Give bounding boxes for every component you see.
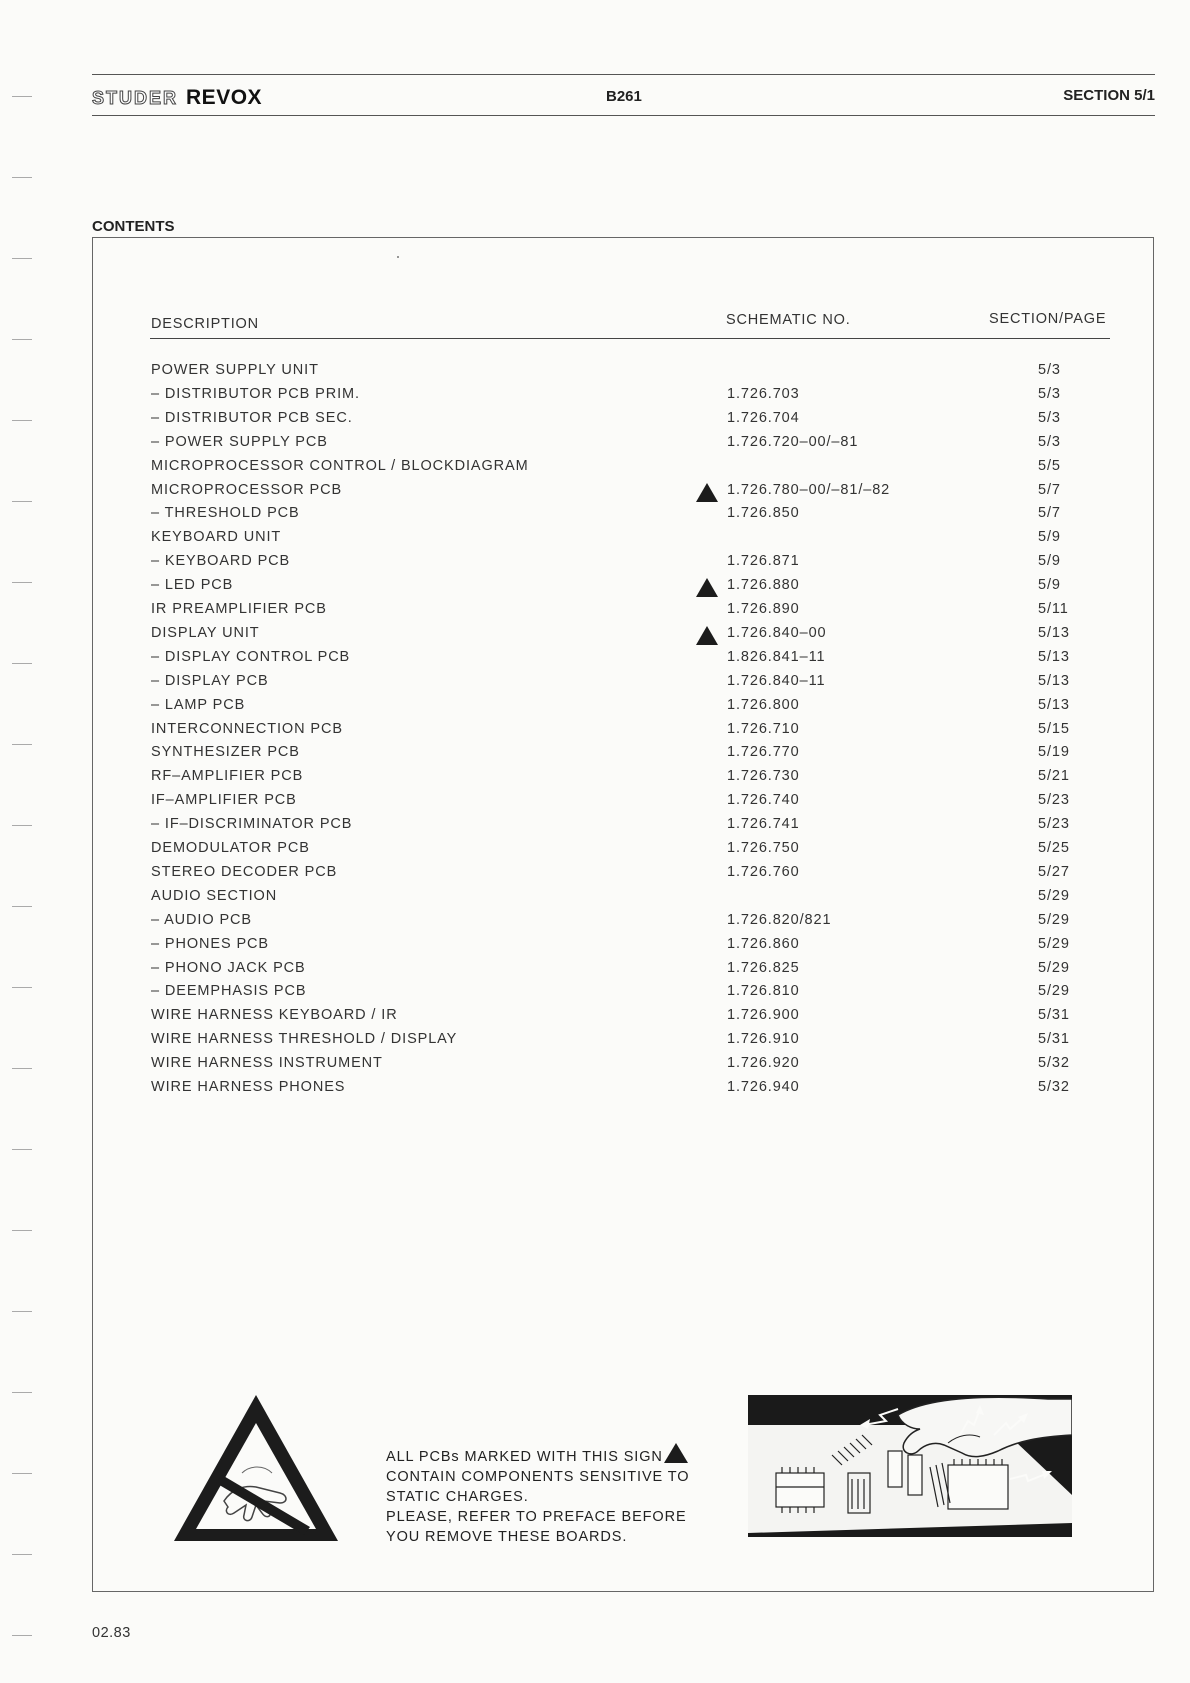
- table-row: [0, 816, 1190, 838]
- row-schematic-number: 1.726.780–00/–81/–82: [727, 481, 891, 498]
- table-row: [0, 912, 1190, 934]
- row-schematic-number: 1.726.740: [727, 792, 800, 809]
- row-section-page: 5/32: [1038, 1055, 1070, 1072]
- row-section-page: 5/21: [1038, 768, 1070, 785]
- row-schematic-number: 1.726.825: [727, 959, 800, 976]
- row-section-page: 5/32: [1038, 1079, 1070, 1095]
- row-description: – DISTRIBUTOR PCB PRIM.: [151, 385, 360, 402]
- row-section-page: 5/13: [1038, 624, 1070, 641]
- row-section-page: 5/27: [1038, 863, 1070, 880]
- row-schematic-number: 1.726.940: [727, 1079, 800, 1095]
- row-section-page: 5/19: [1038, 744, 1070, 761]
- row-schematic-number: 1.726.760: [727, 863, 800, 880]
- table-row: [0, 792, 1190, 814]
- row-description: – THRESHOLD PCB: [151, 505, 300, 522]
- row-section-page: 5/13: [1038, 672, 1070, 689]
- row-section-page: 5/29: [1038, 911, 1070, 928]
- row-section-page: 5/29: [1038, 983, 1070, 1000]
- header-bottom-rule: [92, 115, 1155, 116]
- row-description: – DEEMPHASIS PCB: [151, 983, 307, 1000]
- row-section-page: 5/15: [1038, 720, 1070, 737]
- row-description: – POWER SUPPLY PCB: [151, 433, 328, 450]
- binder-tick: [12, 177, 32, 178]
- row-schematic-number: 1.726.840–00: [727, 624, 827, 641]
- table-row: [0, 410, 1190, 432]
- binder-tick: [12, 1149, 32, 1150]
- table-row: [0, 888, 1190, 910]
- table-row: [0, 553, 1190, 575]
- esd-note-line-1: ALL PCBs MARKED WITH THIS SIGN: [386, 1449, 663, 1465]
- row-description: DISPLAY UNIT: [151, 624, 260, 641]
- binder-tick: [12, 1230, 32, 1231]
- row-description: – LAMP PCB: [151, 696, 246, 713]
- row-schematic-number: 1.726.871: [727, 553, 800, 570]
- table-row: [0, 434, 1190, 456]
- row-description: INTERCONNECTION PCB: [151, 720, 343, 737]
- row-schematic-number: 1.726.840–11: [727, 672, 826, 689]
- row-schematic-number: 1.726.770: [727, 744, 800, 761]
- esd-note-line-3: STATIC CHARGES.: [386, 1489, 529, 1505]
- table-row: [0, 936, 1190, 958]
- row-description: – PHONES PCB: [151, 935, 269, 952]
- esd-warning-icon: [695, 625, 719, 647]
- row-description: STEREO DECODER PCB: [151, 863, 338, 880]
- row-section-page: 5/7: [1038, 505, 1061, 522]
- esd-note-line-5: YOU REMOVE THESE BOARDS.: [386, 1529, 628, 1545]
- row-schematic-number: 1.726.704: [727, 409, 800, 426]
- section-label: SECTION 5/1: [1063, 87, 1155, 104]
- row-schematic-number: 1.726.900: [727, 1007, 800, 1024]
- row-description: – IF–DISCRIMINATOR PCB: [151, 816, 353, 833]
- row-description: KEYBOARD UNIT: [151, 529, 282, 546]
- row-description: – LED PCB: [151, 577, 234, 594]
- row-schematic-number: 1.726.910: [727, 1031, 800, 1048]
- row-description: DEMODULATOR PCB: [151, 840, 310, 856]
- row-section-page: 5/3: [1038, 385, 1061, 402]
- row-description: – DISPLAY CONTROL PCB: [151, 648, 351, 665]
- row-schematic-number: 1.726.850: [727, 505, 800, 522]
- model-number: B261: [606, 88, 642, 105]
- esd-warning-triangle-icon: [172, 1393, 340, 1543]
- table-row: [0, 529, 1190, 551]
- row-description: – KEYBOARD PCB: [151, 553, 291, 570]
- esd-warning-icon: [695, 482, 719, 504]
- binder-tick: [12, 1473, 32, 1474]
- table-row: [0, 1031, 1190, 1053]
- binder-tick: [12, 258, 32, 259]
- row-section-page: 5/29: [1038, 935, 1070, 952]
- row-description: WIRE HARNESS PHONES: [151, 1079, 346, 1095]
- row-section-page: 5/13: [1038, 696, 1070, 713]
- table-row: [0, 1007, 1190, 1029]
- table-row: [0, 601, 1190, 623]
- paper-speck: [397, 256, 399, 258]
- row-schematic-number: 1.726.720–00/–81: [727, 433, 859, 450]
- row-schematic-number: 1.726.750: [727, 840, 800, 856]
- row-schematic-number: 1.726.880: [727, 577, 800, 594]
- table-row: [0, 482, 1190, 504]
- row-section-page: 5/23: [1038, 816, 1070, 833]
- table-row: [0, 864, 1190, 886]
- binder-tick: [12, 1635, 32, 1636]
- row-description: – DISPLAY PCB: [151, 672, 269, 689]
- row-schematic-number: 1.726.860: [727, 935, 800, 952]
- row-description: POWER SUPPLY UNIT: [151, 362, 319, 378]
- row-section-page: 5/23: [1038, 792, 1070, 809]
- table-row: [0, 721, 1190, 743]
- esd-warning-icon: [695, 577, 719, 599]
- row-section-page: 5/3: [1038, 362, 1061, 378]
- table-row: [0, 625, 1190, 647]
- row-section-page: 5/9: [1038, 553, 1061, 570]
- column-header-schematic: SCHEMATIC NO.: [726, 312, 851, 328]
- binder-tick: [12, 1311, 32, 1312]
- table-row: [0, 697, 1190, 719]
- table-row: [0, 577, 1190, 599]
- row-description: MICROPROCESSOR CONTROL / BLOCKDIAGRAM: [151, 457, 529, 474]
- row-description: – DISTRIBUTOR PCB SEC.: [151, 409, 353, 426]
- table-row: [0, 673, 1190, 695]
- row-description: SYNTHESIZER PCB: [151, 744, 300, 761]
- table-row: [0, 840, 1190, 862]
- esd-note: [386, 1442, 689, 1547]
- table-row: [0, 960, 1190, 982]
- row-section-page: 5/31: [1038, 1007, 1070, 1024]
- table-row: [0, 386, 1190, 408]
- header-top-rule: [92, 74, 1155, 75]
- binder-tick: [12, 1392, 32, 1393]
- row-section-page: 5/9: [1038, 529, 1061, 546]
- row-description: IR PREAMPLIFIER PCB: [151, 601, 327, 617]
- row-schematic-number: 1.726.703: [727, 385, 800, 402]
- table-row: [0, 1079, 1190, 1101]
- row-section-page: 5/31: [1038, 1031, 1070, 1048]
- row-schematic-number: 1.726.890: [727, 601, 800, 617]
- row-schematic-number: 1.726.741: [727, 816, 800, 833]
- row-schematic-number: 1.726.820/821: [727, 911, 832, 928]
- brand-studer: STUDER: [92, 88, 179, 108]
- static-discharge-pcb-illustration: [748, 1395, 1072, 1537]
- row-section-page: 5/25: [1038, 840, 1070, 856]
- row-schematic-number: 1.826.841–11: [727, 648, 826, 665]
- row-description: WIRE HARNESS KEYBOARD / IR: [151, 1007, 398, 1024]
- table-row: [0, 1055, 1190, 1077]
- table-row: [0, 983, 1190, 1005]
- column-header-description: DESCRIPTION: [151, 316, 259, 332]
- esd-note-line-4: PLEASE, REFER TO PREFACE BEFORE: [386, 1509, 687, 1525]
- binder-tick: [12, 96, 32, 97]
- row-section-page: 5/3: [1038, 409, 1061, 426]
- brand-revox: REVOX: [186, 86, 263, 109]
- contents-heading: CONTENTS: [92, 218, 175, 235]
- esd-note-line-2: CONTAIN COMPONENTS SENSITIVE TO: [386, 1469, 690, 1485]
- binder-tick: [12, 339, 32, 340]
- row-description: WIRE HARNESS THRESHOLD / DISPLAY: [151, 1031, 458, 1048]
- esd-sign-inline-icon: [663, 1442, 689, 1464]
- brand-logo: [92, 86, 262, 110]
- row-description: MICROPROCESSOR PCB: [151, 481, 343, 498]
- row-description: IF–AMPLIFIER PCB: [151, 792, 297, 809]
- row-section-page: 5/13: [1038, 648, 1070, 665]
- footer-date: 02.83: [92, 1625, 131, 1641]
- row-section-page: 5/11: [1038, 601, 1069, 617]
- table-row: [0, 649, 1190, 671]
- row-section-page: 5/9: [1038, 577, 1061, 594]
- table-row: [0, 768, 1190, 790]
- row-schematic-number: 1.726.710: [727, 720, 800, 737]
- table-row: [0, 744, 1190, 766]
- row-schematic-number: 1.726.810: [727, 983, 800, 1000]
- row-schematic-number: 1.726.730: [727, 768, 800, 785]
- row-section-page: 5/29: [1038, 959, 1070, 976]
- row-section-page: 5/5: [1038, 457, 1061, 474]
- row-schematic-number: 1.726.800: [727, 696, 800, 713]
- row-description: WIRE HARNESS INSTRUMENT: [151, 1055, 383, 1072]
- table-row: [0, 505, 1190, 527]
- table-row: [0, 458, 1190, 480]
- row-section-page: 5/3: [1038, 433, 1061, 450]
- table-row: [0, 362, 1190, 384]
- row-description: – PHONO JACK PCB: [151, 959, 306, 976]
- row-description: – AUDIO PCB: [151, 911, 252, 928]
- row-section-page: 5/7: [1038, 481, 1061, 498]
- row-description: AUDIO SECTION: [151, 887, 278, 904]
- row-section-page: 5/29: [1038, 887, 1070, 904]
- column-header-rule: [150, 338, 1110, 339]
- column-header-section-page: SECTION/PAGE: [989, 311, 1107, 327]
- binder-tick: [12, 1554, 32, 1555]
- row-schematic-number: 1.726.920: [727, 1055, 800, 1072]
- row-description: RF–AMPLIFIER PCB: [151, 768, 304, 785]
